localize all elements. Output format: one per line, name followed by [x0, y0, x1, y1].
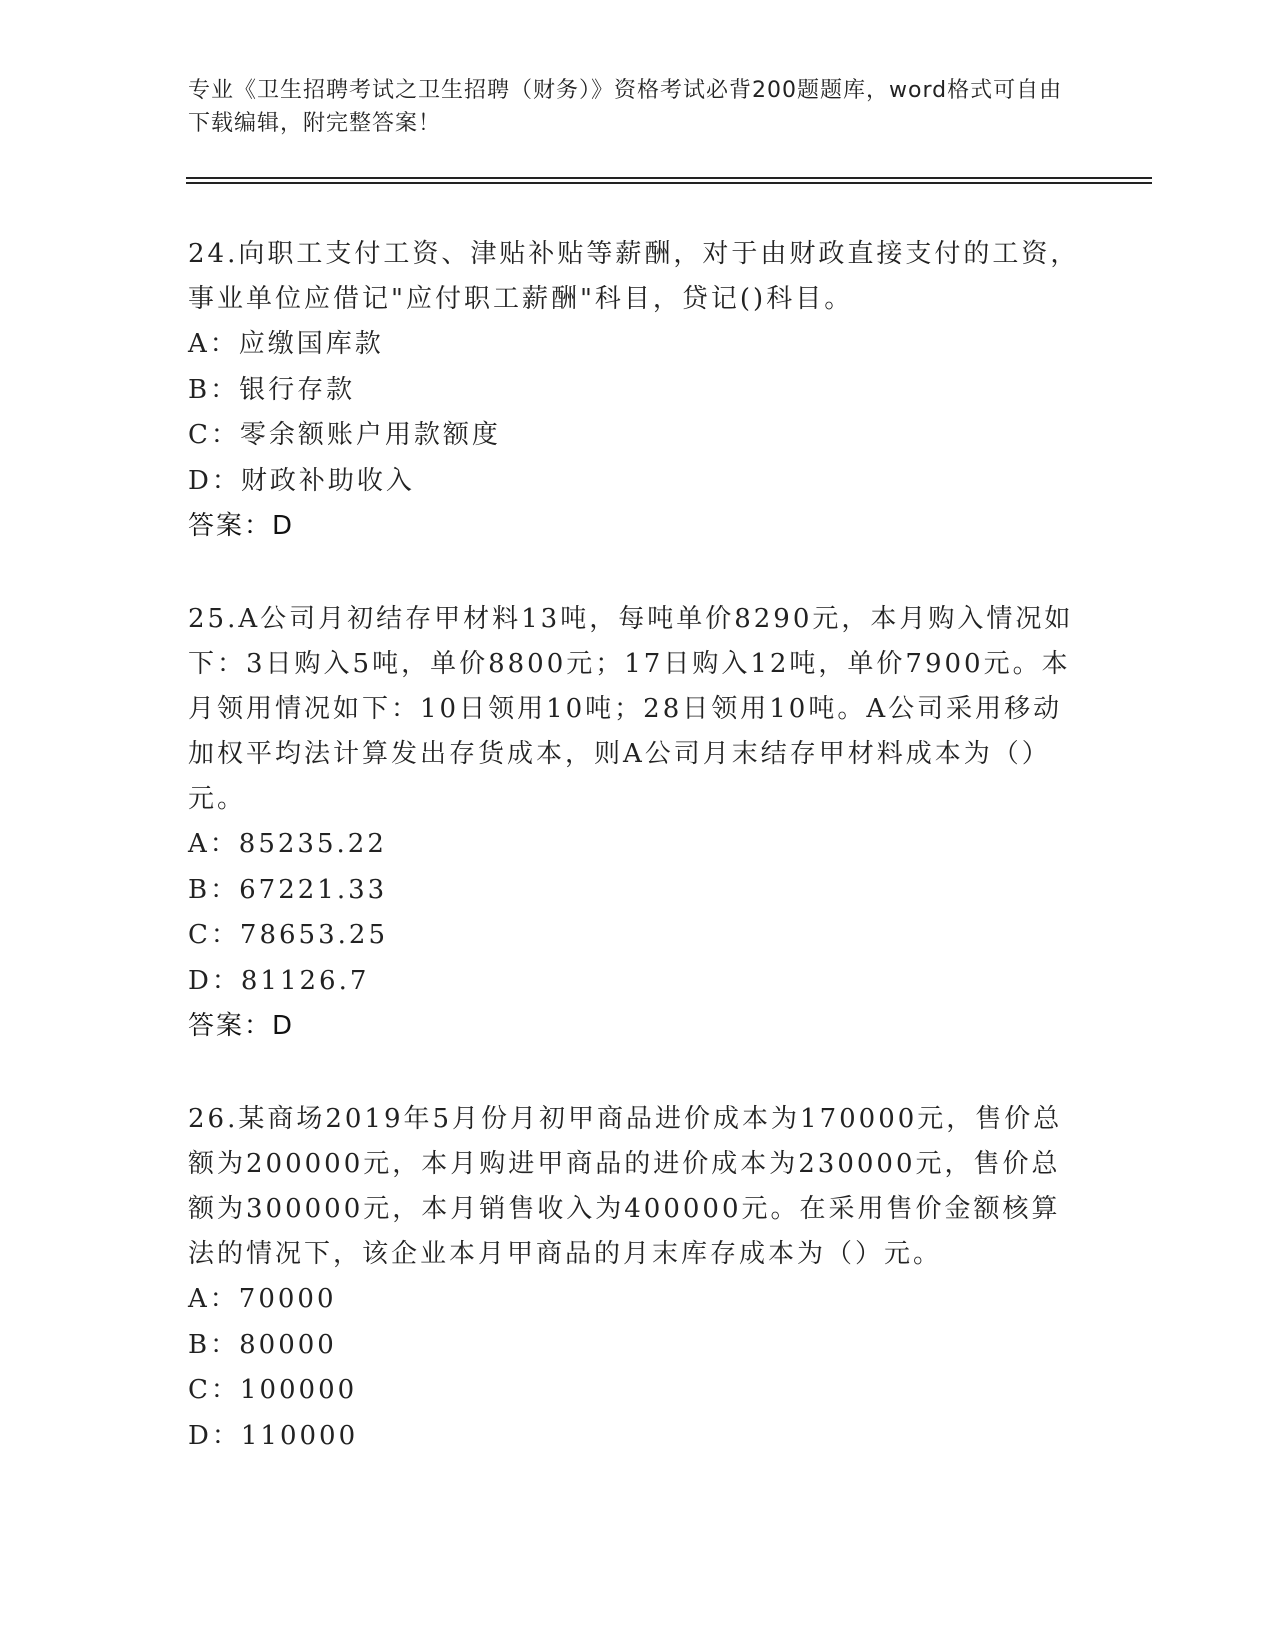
- option-separator: ：: [210, 1329, 240, 1360]
- option-key: C: [188, 420, 211, 450]
- answer-line: 答案：D: [188, 511, 295, 541]
- option-c: [188, 913, 1088, 959]
- option-separator: ：: [209, 1284, 239, 1314]
- option-text: 应缴国库款: [238, 329, 384, 359]
- option-key: A: [188, 329, 210, 359]
- option-text: 67221.33: [239, 874, 388, 905]
- option-d: [188, 459, 1088, 505]
- option-key: C: [188, 1375, 211, 1405]
- header-divider-top: [186, 177, 1152, 179]
- option-separator: ：: [210, 920, 240, 950]
- option-key: B: [188, 874, 211, 905]
- option-text: 80000: [239, 1329, 337, 1360]
- question-24: [188, 232, 1088, 549]
- answer-line: 答案：D: [188, 1011, 295, 1041]
- option-key: D: [188, 965, 212, 996]
- option-separator: ：: [211, 965, 241, 996]
- question-stem: 26.某商场2019年5月份月初甲商品进价成本为170000元，售价总额为200000元，本月购进甲商品的进价成本为230000元，售价总额为300000元，本月销售收入为400000元。在采用售价金额核算法的情况下，该企业本月甲商品的月末库存成本为（）元。: [188, 1104, 1063, 1269]
- option-b: [188, 368, 1088, 414]
- option-c: [188, 1368, 1088, 1414]
- option-d: [188, 959, 1088, 1005]
- option-a: [188, 1277, 1088, 1323]
- option-separator: ：: [211, 465, 241, 496]
- option-text: 70000: [238, 1284, 337, 1314]
- header-divider-bottom: [186, 182, 1152, 184]
- option-key: A: [188, 829, 210, 859]
- option-key: B: [188, 1329, 211, 1360]
- option-text: 85235.22: [238, 829, 387, 859]
- option-separator: ：: [209, 829, 239, 859]
- option-key: D: [188, 1420, 212, 1451]
- option-text: 财政补助收入: [240, 465, 415, 496]
- document-header: [188, 74, 1068, 140]
- option-separator: ：: [210, 374, 240, 405]
- option-text: 银行存款: [239, 374, 356, 405]
- option-text: 81126.7: [240, 965, 370, 996]
- option-a: [188, 822, 1088, 868]
- question-stem: 25.A公司月初结存甲材料13吨，每吨单价8290元，本月购入情况如下：3日购入5吨，单价8800元；17日购入12吨，单价7900元。本月领用情况如下：10日领用10吨；28日领用10吨。A公司采用移动加权平均法计算发出存货成本，则A公司月末结存甲材料成本为（）元。: [188, 604, 1074, 814]
- option-separator: ：: [210, 874, 240, 905]
- question-26: [188, 1097, 1088, 1459]
- option-text: 78653.25: [239, 920, 388, 950]
- question-25: [188, 597, 1088, 1049]
- option-key: C: [188, 920, 211, 950]
- option-text: 零余额账户用款额度: [239, 420, 501, 450]
- option-key: B: [188, 374, 211, 405]
- option-text: 100000: [239, 1375, 358, 1405]
- question-stem: 24.向职工支付工资、津贴补贴等薪酬，对于由财政直接支付的工资，事业单位应借记"应付职工薪酬"科目，贷记()科目。: [188, 239, 1080, 314]
- option-separator: ：: [211, 1420, 241, 1451]
- option-separator: ：: [209, 329, 239, 359]
- option-separator: ：: [210, 1375, 240, 1405]
- option-key: A: [188, 1284, 210, 1314]
- option-key: D: [188, 465, 212, 496]
- option-a: [188, 322, 1088, 368]
- header-text: 专业《卫生招聘考试之卫生招聘（财务）》资格考试必背200题题库，word格式可自由下载编辑，附完整答案！: [188, 78, 1063, 136]
- option-c: [188, 413, 1088, 459]
- option-b: [188, 1323, 1088, 1369]
- option-d: [188, 1414, 1088, 1460]
- option-b: [188, 868, 1088, 914]
- option-text: 110000: [240, 1420, 359, 1451]
- option-separator: ：: [210, 420, 240, 450]
